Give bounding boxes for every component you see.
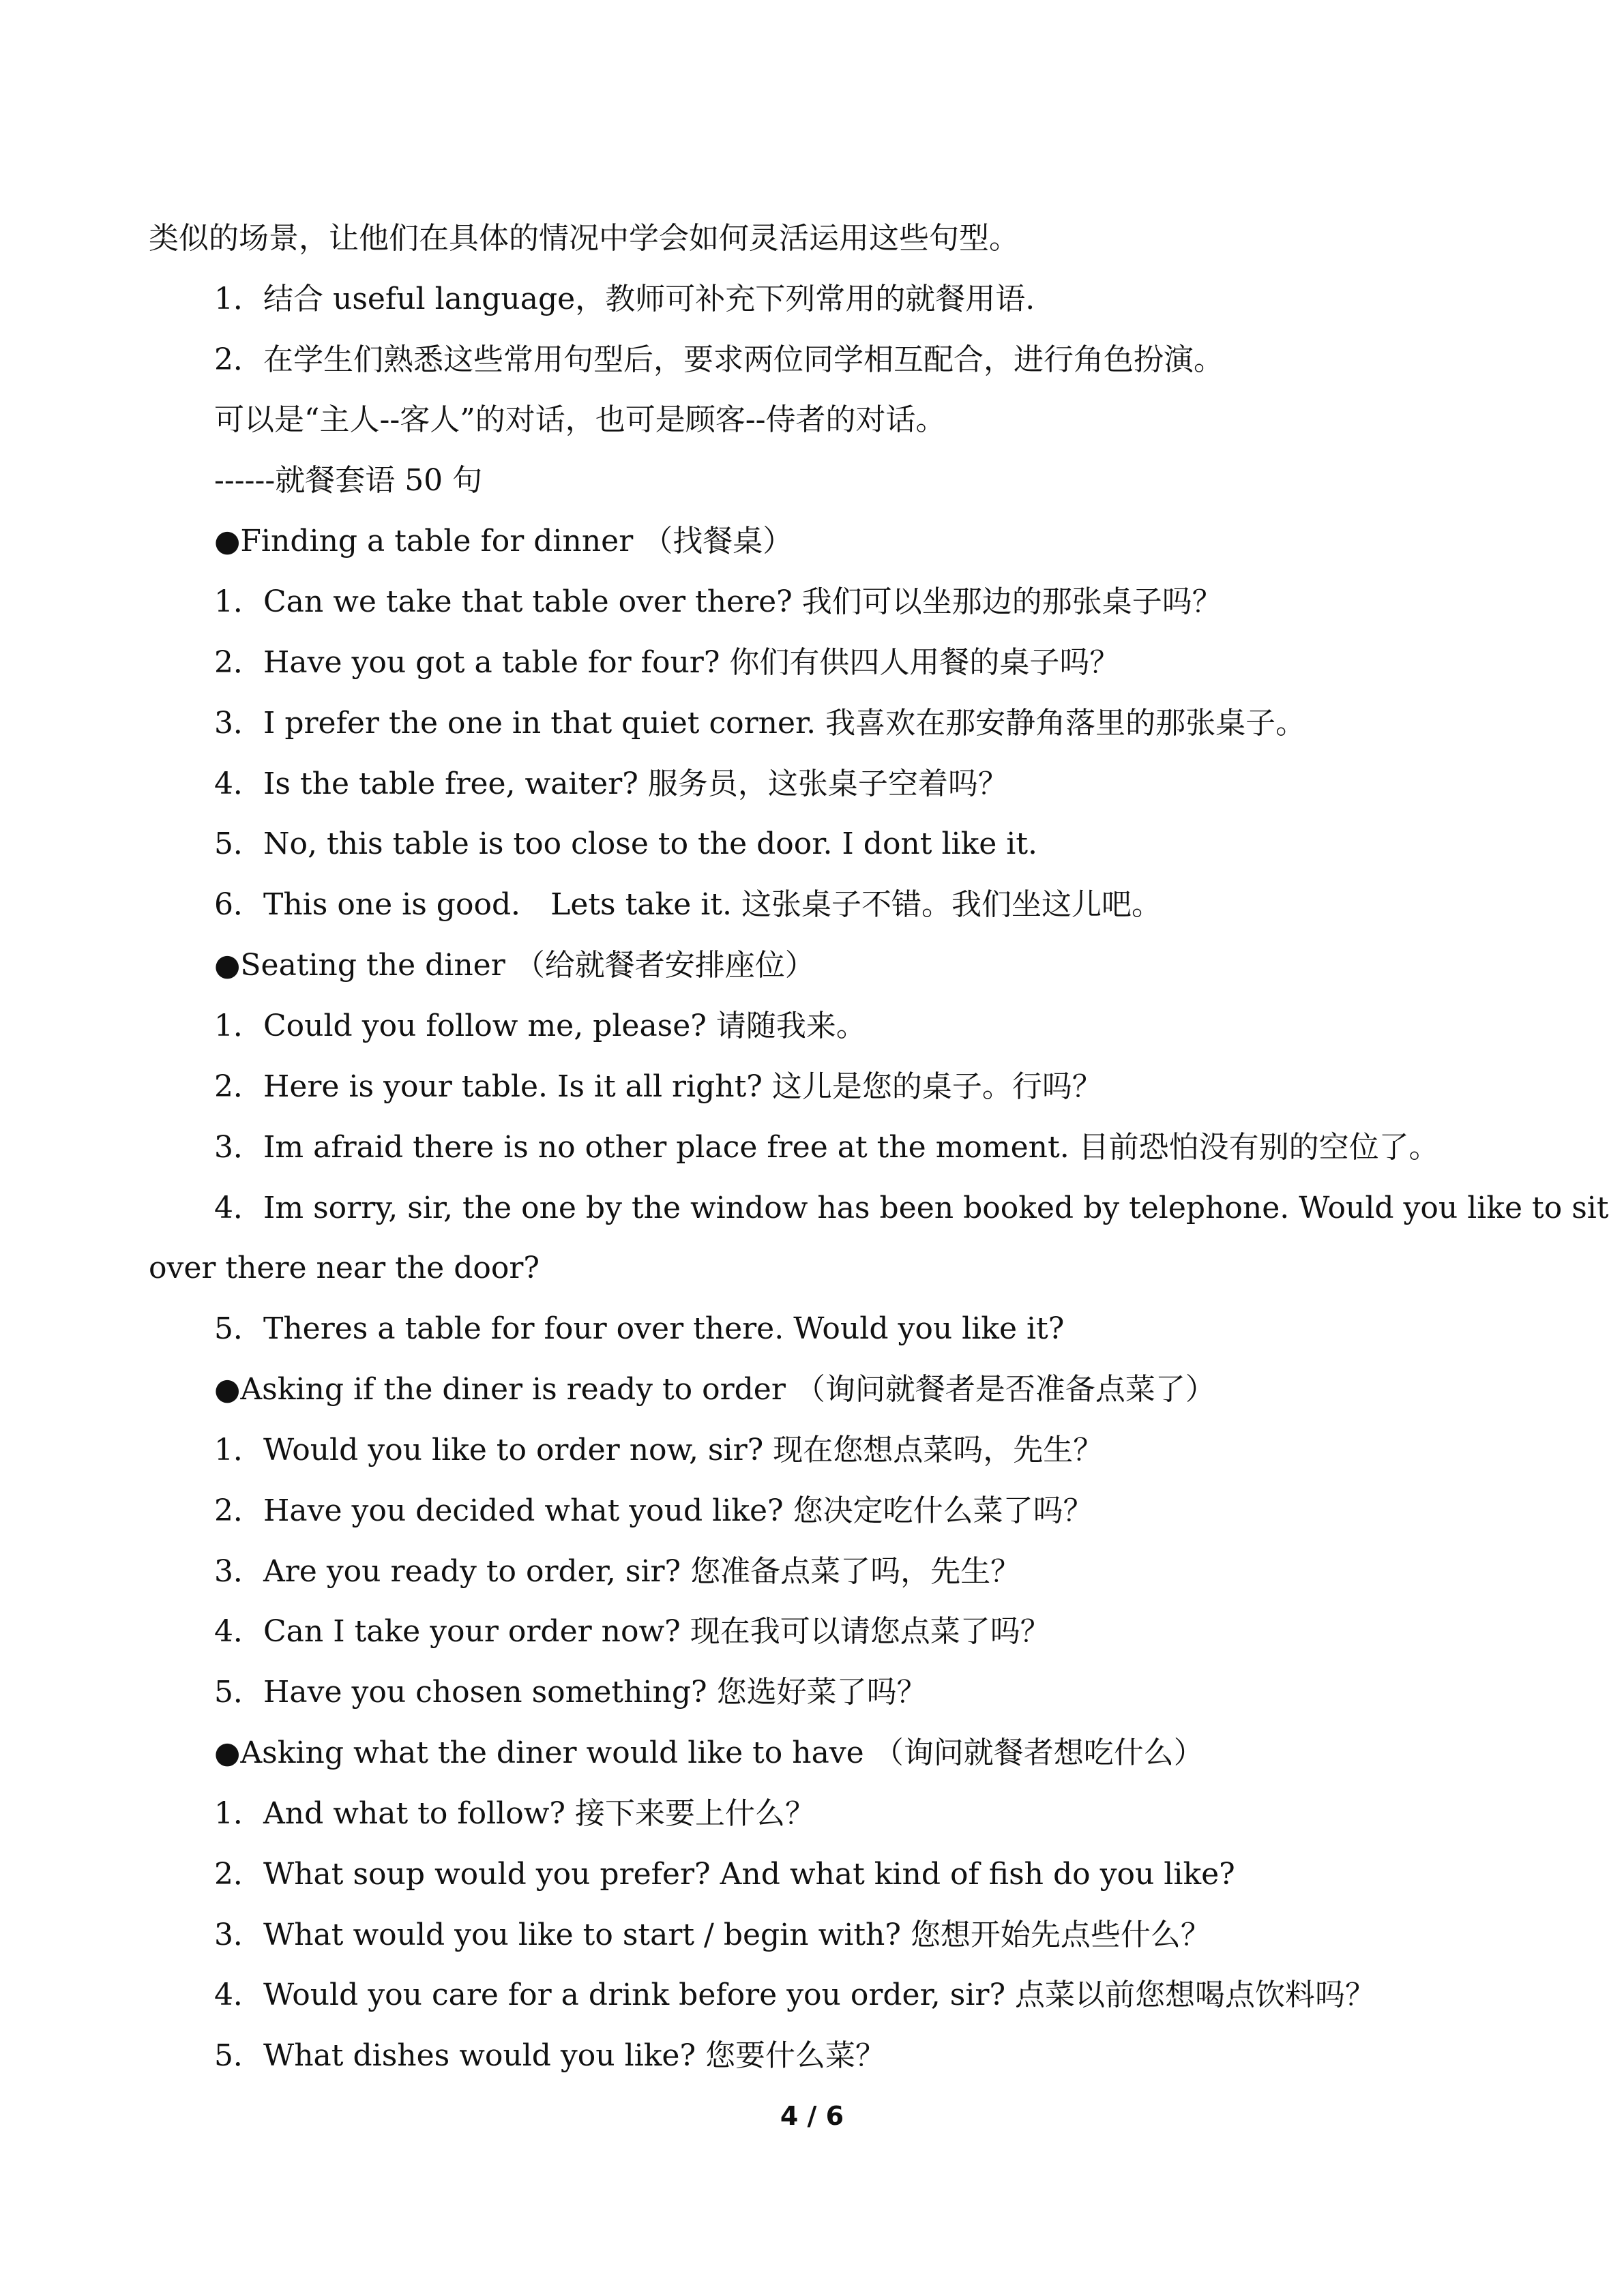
paragraph-line: 2．在学生们熟悉这些常用句型后，要求两位同学相互配合，进行角色扮演。 — [214, 342, 1224, 377]
list-item: 3．Im afraid there is no other place free at the moment. 目前恐怕没有别的空位了。 — [214, 1130, 1439, 1165]
list-item: 3．What would you like to start / begin with? 您想开始先点些什么？ — [214, 1918, 1211, 1952]
list-item: 4．Im sorry, sir, the one by the window has been booked by telephone. Would you like to sit — [214, 1191, 1609, 1225]
section-heading: ●Asking what the diner would like to have （询问就餐者想吃什么） — [214, 1735, 1204, 1770]
paragraph-line: 类似的场景，让他们在具体的情况中学会如何灵活运用这些句型。 — [149, 221, 1019, 256]
list-item: 4．Would you care for a drink before you order, sir? 点菜以前您想喝点饮料吗？ — [214, 1978, 1376, 2012]
list-item: 5．Have you chosen something? 您选好菜了吗？ — [214, 1675, 927, 1710]
list-item: 6．This one is good． Lets take it. 这张桌子不错。我们坐这儿吧。 — [214, 887, 1162, 922]
paragraph-line: 1．结合 useful language，教师可补充下列常用的就餐用语. — [214, 282, 1035, 316]
page-number: 4 / 6 — [780, 2101, 844, 2131]
list-item: 5．No, this table is too close to the door. I dont like it. — [214, 826, 1038, 861]
list-item: 5．What dishes would you like? 您要什么菜？ — [214, 2038, 886, 2073]
list-item: 2．Have you decided what youd like? 您决定吃什么菜了吗？ — [214, 1493, 1093, 1528]
list-item: 1．Can we take that table over there? 我们可以坐那边的那张桌子吗？ — [214, 584, 1222, 619]
list-item: 1．And what to follow? 接下来要上什么？ — [214, 1796, 815, 1831]
list-item: 2．Have you got a table for four? 你们有供四人用餐的桌子吗？ — [214, 645, 1120, 680]
list-item: 1．Would you like to order now, sir? 现在您想点菜吗，先生？ — [214, 1433, 1104, 1467]
list-item: 4．Can I take your order now? 现在我可以请您点菜了吗？ — [214, 1614, 1050, 1649]
list-item: 4．Is the table free, waiter? 服务员，这张桌子空着吗？ — [214, 766, 1008, 801]
list-item: 5．Theres a table for four over there. Would you like it? — [214, 1311, 1065, 1346]
list-item-continuation: over there near the door? — [149, 1251, 540, 1285]
paragraph-line: 可以是“主人--客人”的对话，也可是顾客--侍者的对话。 — [214, 402, 946, 437]
list-item: 1．Could you follow me, please? 请随我来。 — [214, 1009, 866, 1043]
section-heading: ●Finding a table for dinner （找餐桌） — [214, 524, 793, 558]
list-item: 3．Are you ready to order, sir? 您准备点菜了吗，先生？ — [214, 1554, 1021, 1589]
section-heading: ●Asking if the diner is ready to order （询问就餐者是否准备点菜了） — [214, 1372, 1215, 1407]
list-item: 2．What soup would you prefer? And what kind of fish do you like? — [214, 1857, 1235, 1892]
section-heading: ●Seating the diner （给就餐者安排座位） — [214, 948, 815, 983]
list-item: 3．I prefer the one in that quiet corner. 我喜欢在那安静角落里的那张桌子。 — [214, 706, 1306, 741]
section-title: ------就餐套语 50 句 — [214, 463, 483, 498]
list-item: 2．Here is your table. Is it all right? 这儿是您的桌子。行吗？ — [214, 1069, 1102, 1104]
